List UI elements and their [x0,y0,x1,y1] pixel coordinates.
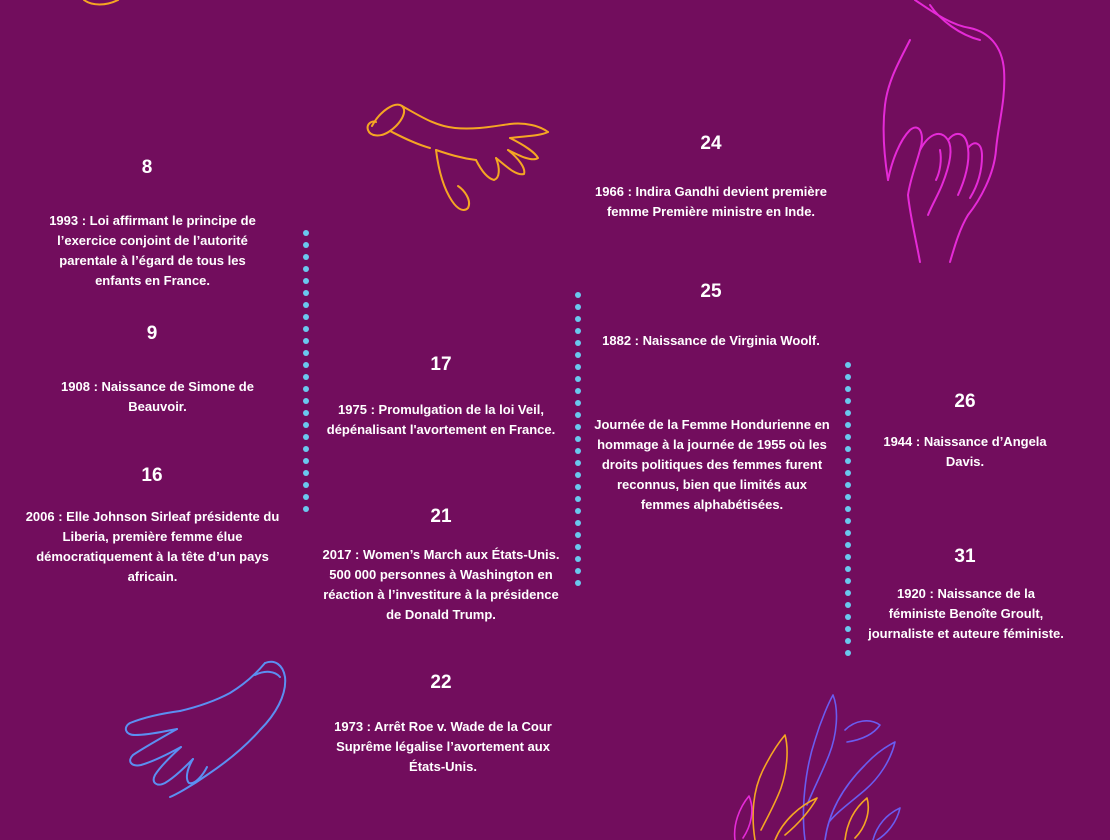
hand-outline-top-center-icon [360,96,555,216]
day-number: 21 [430,506,452,527]
event-text: 1973 : Arrêt Roe v. Wade de la Cour Suprême légalise l’avortement aux États-Unis. [334,719,552,774]
event-text: 1966 : Indira Gandhi devient première femme Première ministre en Inde. [595,184,827,219]
day-number: 31 [954,546,976,567]
event-text: 1882 : Naissance de Virginia Woolf. [602,333,820,348]
event-text: 2017 : Women’s March aux États-Unis. 500 000 personnes à Washington en réaction à l’investiture à la présidence de Donald Trump. [322,547,560,622]
day-number: 26 [954,391,976,412]
dotted-divider-2 [575,292,581,592]
day-number: 24 [700,133,722,154]
day-number: 8 [141,157,153,178]
dotted-divider-1 [303,230,309,518]
event-text: Journée de la Femme Hondurienne en hommage à la journée de 1955 où les droits politiques des femmes furent reconnus, bien que limités aux femmes alphabétisées. [594,417,830,512]
leaves-outline-bottom-icon [705,690,905,840]
dotted-divider-3 [845,362,851,662]
event-text: 1908 : Naissance de Simone de Beauvoir. [61,379,254,414]
event-text: 1944 : Naissance d’Angela Davis. [883,434,1047,469]
day-number: 9 [146,323,158,344]
hand-outline-top-right-icon [870,0,1010,275]
hand-outline-bottom-left-icon [115,655,295,800]
event-text: 1920 : Naissance de la féministe Benoîte Groult, journaliste et auteure féministe. [868,586,1064,641]
event-text: 1975 : Promulgation de la loi Veil, dépénalisant l'avortement en France. [326,402,556,437]
day-number: 17 [430,354,452,375]
hand-outline-corner-icon [82,0,122,10]
event-text: 1993 : Loi affirmant le principe de l’exercice conjoint de l’autorité parentale à l’égard de tous les enfants en France. [49,213,256,288]
event-text: 2006 : Elle Johnson Sirleaf présidente du Liberia, première femme élue démocratiquement à la tête d’un pays africain. [25,509,280,584]
day-number: 22 [430,672,452,693]
day-number: 16 [141,465,163,486]
day-number: 25 [700,281,722,302]
